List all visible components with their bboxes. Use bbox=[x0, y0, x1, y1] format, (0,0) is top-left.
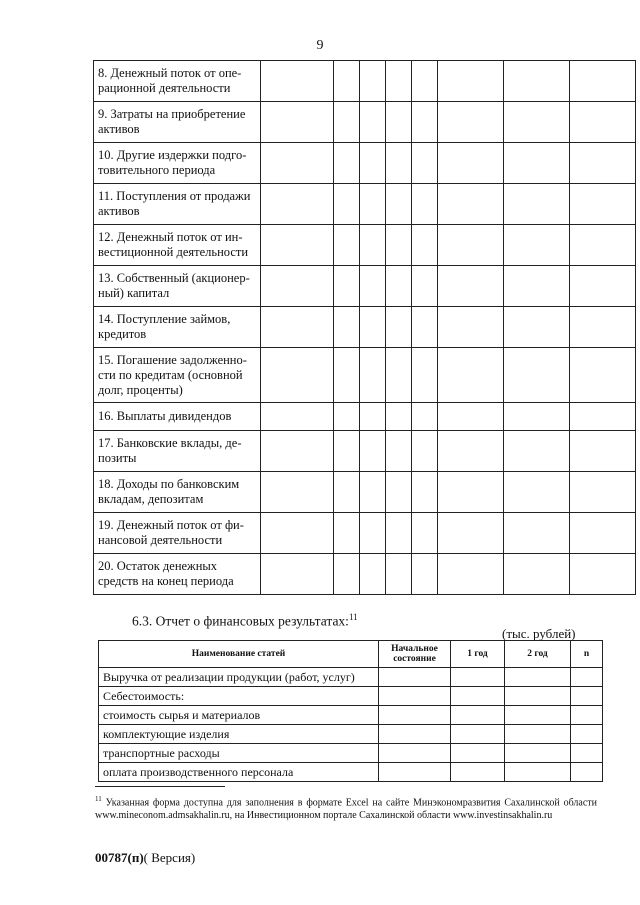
empty-cell[interactable] bbox=[386, 403, 412, 431]
table-row bbox=[94, 307, 636, 348]
empty-cell[interactable] bbox=[412, 431, 438, 472]
empty-cell[interactable] bbox=[504, 513, 570, 554]
empty-cell[interactable] bbox=[386, 472, 412, 513]
row-label: 10. Другие издержки подго-товительного периода bbox=[94, 143, 261, 184]
table-row bbox=[99, 668, 603, 687]
row-label: стоимость сырья и материалов bbox=[99, 706, 379, 725]
row-label: Выручка от реализации продукции (работ, услуг) bbox=[99, 668, 379, 687]
table-row bbox=[94, 184, 636, 225]
empty-cell[interactable] bbox=[571, 744, 603, 763]
empty-cell[interactable] bbox=[386, 102, 412, 143]
empty-cell[interactable] bbox=[360, 184, 386, 225]
row-label: 20. Остаток денежных средств на конец периода bbox=[94, 554, 261, 595]
empty-cell[interactable] bbox=[261, 348, 334, 403]
empty-cell[interactable] bbox=[334, 61, 360, 102]
empty-cell[interactable] bbox=[570, 403, 636, 431]
empty-cell[interactable] bbox=[451, 687, 505, 706]
page-number: 9 bbox=[316, 38, 324, 53]
empty-cell[interactable] bbox=[504, 184, 570, 225]
empty-cell[interactable] bbox=[386, 554, 412, 595]
empty-cell[interactable] bbox=[386, 307, 412, 348]
empty-cell[interactable] bbox=[571, 763, 603, 782]
empty-cell[interactable] bbox=[438, 554, 504, 595]
footnote-ref: 11 bbox=[348, 612, 358, 622]
empty-cell[interactable] bbox=[412, 225, 438, 266]
empty-cell[interactable] bbox=[261, 307, 334, 348]
empty-cell[interactable] bbox=[360, 554, 386, 595]
empty-cell[interactable] bbox=[570, 102, 636, 143]
empty-cell[interactable] bbox=[379, 744, 451, 763]
table-row bbox=[94, 513, 636, 554]
empty-cell[interactable] bbox=[360, 403, 386, 431]
empty-cell[interactable] bbox=[261, 184, 334, 225]
table-row bbox=[94, 472, 636, 513]
empty-cell[interactable] bbox=[438, 184, 504, 225]
row-label: Себестоимость: bbox=[99, 687, 379, 706]
empty-cell[interactable] bbox=[261, 266, 334, 307]
row-label: 14. Поступление займов, кредитов bbox=[94, 307, 261, 348]
empty-cell[interactable] bbox=[334, 431, 360, 472]
empty-cell[interactable] bbox=[412, 184, 438, 225]
empty-cell[interactable] bbox=[334, 102, 360, 143]
row-label: 16. Выплаты дивидендов bbox=[94, 403, 261, 431]
empty-cell[interactable] bbox=[334, 348, 360, 403]
empty-cell[interactable] bbox=[571, 668, 603, 687]
empty-cell[interactable] bbox=[360, 225, 386, 266]
row-label: 9. Затраты на приобретение активов bbox=[94, 102, 261, 143]
empty-cell[interactable] bbox=[360, 307, 386, 348]
empty-cell[interactable] bbox=[360, 348, 386, 403]
row-label: транспортные расходы bbox=[99, 744, 379, 763]
empty-cell[interactable] bbox=[261, 102, 334, 143]
empty-cell[interactable] bbox=[261, 431, 334, 472]
empty-cell[interactable] bbox=[571, 725, 603, 744]
table-row bbox=[94, 403, 636, 431]
row-label: 19. Денежный поток от фи-нансовой деятельности bbox=[94, 513, 261, 554]
empty-cell[interactable] bbox=[570, 307, 636, 348]
empty-cell[interactable] bbox=[438, 307, 504, 348]
empty-cell[interactable] bbox=[386, 184, 412, 225]
empty-cell[interactable] bbox=[504, 307, 570, 348]
empty-cell[interactable] bbox=[451, 706, 505, 725]
document-code: 00787(п)( Версия) bbox=[95, 850, 196, 865]
column-header: Начальное состояние bbox=[379, 641, 451, 668]
empty-cell[interactable] bbox=[261, 513, 334, 554]
row-label: оплата производственного персонала bbox=[99, 763, 379, 782]
empty-cell[interactable] bbox=[334, 554, 360, 595]
section-title: 6.3. Отчет о финансовых результатах:$^{11}$ bbox=[132, 612, 358, 629]
empty-cell[interactable] bbox=[504, 554, 570, 595]
empty-cell[interactable] bbox=[451, 725, 505, 744]
empty-cell[interactable] bbox=[261, 403, 334, 431]
empty-cell[interactable] bbox=[360, 513, 386, 554]
empty-cell[interactable] bbox=[360, 266, 386, 307]
empty-cell[interactable] bbox=[379, 668, 451, 687]
empty-cell[interactable] bbox=[386, 431, 412, 472]
empty-cell[interactable] bbox=[412, 403, 438, 431]
empty-cell[interactable] bbox=[386, 61, 412, 102]
empty-cell[interactable] bbox=[451, 668, 505, 687]
empty-cell[interactable] bbox=[438, 61, 504, 102]
column-header: Наименование статей bbox=[99, 641, 379, 668]
empty-cell[interactable] bbox=[334, 513, 360, 554]
empty-cell[interactable] bbox=[505, 725, 571, 744]
empty-cell[interactable] bbox=[412, 348, 438, 403]
empty-cell[interactable] bbox=[261, 143, 334, 184]
table-row bbox=[94, 554, 636, 595]
empty-cell[interactable] bbox=[504, 403, 570, 431]
table-row bbox=[99, 725, 603, 744]
empty-cell[interactable] bbox=[412, 307, 438, 348]
empty-cell[interactable] bbox=[334, 225, 360, 266]
empty-cell[interactable] bbox=[570, 184, 636, 225]
empty-cell[interactable] bbox=[360, 102, 386, 143]
empty-cell[interactable] bbox=[412, 102, 438, 143]
empty-cell[interactable] bbox=[570, 61, 636, 102]
empty-cell[interactable] bbox=[504, 61, 570, 102]
unit-note: (тыс. рублей) bbox=[502, 626, 576, 641]
empty-cell[interactable] bbox=[379, 706, 451, 725]
empty-cell[interactable] bbox=[438, 513, 504, 554]
empty-cell[interactable] bbox=[412, 513, 438, 554]
empty-cell[interactable] bbox=[386, 143, 412, 184]
financial-results-table bbox=[98, 640, 603, 782]
empty-cell[interactable] bbox=[334, 403, 360, 431]
empty-cell[interactable] bbox=[571, 687, 603, 706]
empty-cell[interactable] bbox=[438, 266, 504, 307]
row-label: 8. Денежный поток от опе-рационной деятельности bbox=[94, 61, 261, 102]
table-row bbox=[99, 706, 603, 725]
table-row bbox=[99, 687, 603, 706]
row-label: 18. Доходы по банковским вкладам, депозитам bbox=[94, 472, 261, 513]
empty-cell[interactable] bbox=[570, 554, 636, 595]
table-row bbox=[99, 763, 603, 782]
empty-cell[interactable] bbox=[505, 763, 571, 782]
empty-cell[interactable] bbox=[379, 725, 451, 744]
empty-cell[interactable] bbox=[438, 403, 504, 431]
empty-cell[interactable] bbox=[504, 102, 570, 143]
empty-cell[interactable] bbox=[334, 266, 360, 307]
table-row bbox=[94, 143, 636, 184]
empty-cell[interactable] bbox=[261, 554, 334, 595]
empty-cell[interactable] bbox=[570, 348, 636, 403]
empty-cell[interactable] bbox=[570, 513, 636, 554]
empty-cell[interactable] bbox=[379, 687, 451, 706]
empty-cell[interactable] bbox=[505, 744, 571, 763]
cash-flow-table bbox=[93, 60, 636, 595]
empty-cell[interactable] bbox=[438, 225, 504, 266]
empty-cell[interactable] bbox=[504, 431, 570, 472]
empty-cell[interactable] bbox=[504, 472, 570, 513]
column-header: 2 год bbox=[505, 641, 571, 668]
empty-cell[interactable] bbox=[570, 225, 636, 266]
table-row bbox=[94, 348, 636, 403]
empty-cell[interactable] bbox=[412, 143, 438, 184]
empty-cell[interactable] bbox=[504, 225, 570, 266]
empty-cell[interactable] bbox=[412, 61, 438, 102]
empty-cell[interactable] bbox=[261, 225, 334, 266]
empty-cell[interactable] bbox=[412, 472, 438, 513]
empty-cell[interactable] bbox=[438, 102, 504, 143]
empty-cell[interactable] bbox=[505, 687, 571, 706]
empty-cell[interactable] bbox=[570, 472, 636, 513]
empty-cell[interactable] bbox=[386, 348, 412, 403]
column-header: 1 год bbox=[451, 641, 505, 668]
footnote-divider bbox=[95, 786, 225, 787]
table-row bbox=[94, 266, 636, 307]
empty-cell[interactable] bbox=[261, 61, 334, 102]
empty-cell[interactable] bbox=[451, 744, 505, 763]
row-label: 17. Банковские вклады, де-позиты bbox=[94, 431, 261, 472]
footnote: $^{11}$ Указанная форма доступна для заполнения в формате Excel на сайте Минэкономразвития Сахалинской области www.mineconom.admsakhalin.ru, на Инвестиционном портале Сахалинской области www.investinsakhalin.ru bbox=[95, 795, 598, 822]
empty-cell[interactable] bbox=[334, 307, 360, 348]
empty-cell[interactable] bbox=[386, 266, 412, 307]
empty-cell[interactable] bbox=[438, 143, 504, 184]
empty-cell[interactable] bbox=[504, 348, 570, 403]
empty-cell[interactable] bbox=[412, 554, 438, 595]
row-label: 13. Собственный (акционер-ный) капитал bbox=[94, 266, 261, 307]
table-row bbox=[94, 431, 636, 472]
empty-cell[interactable] bbox=[412, 266, 438, 307]
empty-cell[interactable] bbox=[451, 763, 505, 782]
empty-cell[interactable] bbox=[570, 266, 636, 307]
table-row bbox=[99, 744, 603, 763]
empty-cell[interactable] bbox=[438, 348, 504, 403]
table-row bbox=[94, 61, 636, 102]
empty-cell[interactable] bbox=[570, 143, 636, 184]
empty-cell[interactable] bbox=[386, 513, 412, 554]
table-row bbox=[94, 102, 636, 143]
empty-cell[interactable] bbox=[570, 431, 636, 472]
empty-cell[interactable] bbox=[261, 472, 334, 513]
empty-cell[interactable] bbox=[505, 668, 571, 687]
empty-cell[interactable] bbox=[360, 61, 386, 102]
empty-cell[interactable] bbox=[360, 431, 386, 472]
empty-cell[interactable] bbox=[438, 431, 504, 472]
row-label: 11. Поступления от продажи активов bbox=[94, 184, 261, 225]
empty-cell[interactable] bbox=[360, 472, 386, 513]
empty-cell[interactable] bbox=[571, 706, 603, 725]
empty-cell[interactable] bbox=[360, 143, 386, 184]
empty-cell[interactable] bbox=[334, 184, 360, 225]
empty-cell[interactable] bbox=[386, 225, 412, 266]
empty-cell[interactable] bbox=[379, 763, 451, 782]
table-row bbox=[94, 225, 636, 266]
column-header: n bbox=[571, 641, 603, 668]
empty-cell[interactable] bbox=[504, 266, 570, 307]
empty-cell[interactable] bbox=[438, 472, 504, 513]
row-label: 12. Денежный поток от ин-вестиционной деятельности bbox=[94, 225, 261, 266]
empty-cell[interactable] bbox=[504, 143, 570, 184]
row-label: 15. Погашение задолженно-сти по кредитам (основной долг, проценты) bbox=[94, 348, 261, 403]
empty-cell[interactable] bbox=[505, 706, 571, 725]
row-label: комплектующие изделия bbox=[99, 725, 379, 744]
empty-cell[interactable] bbox=[334, 143, 360, 184]
empty-cell[interactable] bbox=[334, 472, 360, 513]
